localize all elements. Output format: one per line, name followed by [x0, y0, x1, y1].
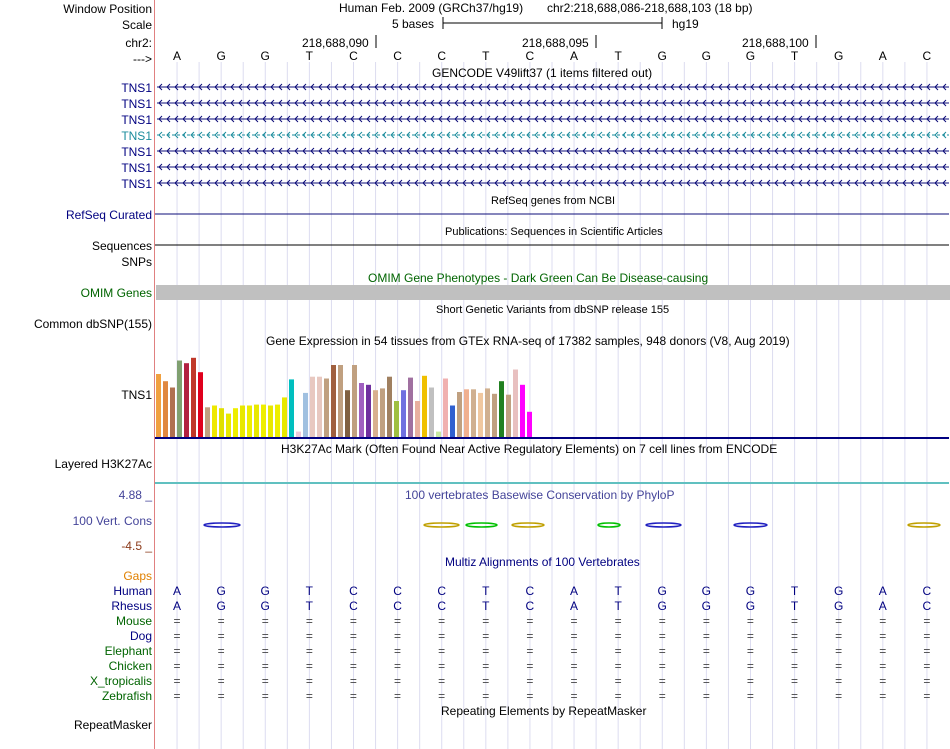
gene-label-tns1[interactable]: TNS1 [121, 113, 152, 127]
match-marker: = [702, 644, 710, 658]
gtex-bar [450, 406, 455, 438]
gtex-bar [338, 365, 343, 437]
base-letter: A [172, 584, 181, 598]
strand-chevron [879, 132, 882, 138]
gtex-bar [254, 405, 259, 437]
base-letter: C [393, 584, 402, 598]
phylop-mark [204, 523, 240, 527]
match-marker: = [791, 644, 799, 658]
match-marker: = [261, 644, 269, 658]
match-marker: = [482, 659, 490, 673]
match-marker: = [173, 629, 181, 643]
gtex-bar [191, 358, 196, 437]
match-marker: = [482, 689, 490, 703]
species-label-xtropicalis: X_tropicalis [89, 674, 152, 688]
base-letter: C [393, 49, 402, 63]
gtex-bar [359, 383, 364, 437]
base-letter: A [172, 599, 181, 613]
match-marker: = [173, 614, 181, 628]
match-marker: = [173, 644, 181, 658]
match-marker: = [791, 614, 799, 628]
phylop-mark [466, 523, 497, 527]
match-marker: = [614, 614, 622, 628]
match-marker: = [879, 659, 887, 673]
match-marker: = [879, 644, 887, 658]
gtex-bar [282, 397, 287, 437]
match-marker: = [173, 659, 181, 673]
gtex-bar [310, 377, 315, 437]
match-marker: = [791, 659, 799, 673]
ruler-tick: 218,688,100 [742, 36, 809, 50]
match-marker: = [394, 674, 402, 688]
match-marker: = [526, 644, 534, 658]
match-marker: = [217, 674, 225, 688]
sequences-track-label[interactable]: Sequences [91, 239, 152, 253]
base-letter: C [525, 49, 535, 63]
gtex-bar [499, 381, 504, 437]
match-marker: = [835, 629, 843, 643]
strand-chevron [719, 132, 722, 138]
match-marker: = [526, 689, 534, 703]
match-marker: = [879, 674, 887, 688]
base-letter: G [833, 584, 844, 598]
base-letter: T [305, 49, 313, 63]
species-label-elephant: Elephant [104, 644, 152, 658]
gtex-bar [394, 401, 399, 437]
species-label-zebrafish: Zebrafish [101, 689, 152, 703]
match-marker: = [835, 689, 843, 703]
gtex-bar [324, 379, 329, 438]
ruler-tick: 218,688,090 [302, 36, 369, 50]
match-marker: = [438, 644, 446, 658]
strand-chevron [319, 132, 322, 138]
strand-chevron [359, 132, 362, 138]
match-marker: = [394, 614, 402, 628]
match-marker: = [261, 614, 269, 628]
gtex-bar [212, 406, 217, 438]
base-letter: C [393, 599, 402, 613]
base-letter: T [790, 584, 799, 598]
match-marker: = [923, 629, 931, 643]
base-letter: C [525, 584, 535, 598]
gtex-bar [345, 390, 350, 437]
match-marker: = [394, 629, 402, 643]
gtex-bar [401, 390, 406, 437]
gtex-bar [366, 385, 371, 437]
match-marker: = [923, 614, 931, 628]
position-title: chr2:218,688,086-218,688,103 (18 bp) [547, 1, 753, 15]
base-letter: G [833, 599, 844, 613]
gtex-bar [317, 377, 322, 437]
ruler-tick: 218,688,095 [522, 36, 589, 50]
snps-track-label[interactable]: SNPs [121, 255, 152, 269]
strand-chevron [599, 132, 602, 138]
base-letter: A [878, 584, 887, 598]
base-letter: T [614, 49, 622, 63]
gtex-bar [303, 393, 308, 437]
match-marker: = [791, 689, 799, 703]
match-marker: = [702, 614, 710, 628]
base-letter: T [790, 49, 799, 63]
match-marker: = [791, 674, 799, 688]
gtex-bar [226, 414, 231, 437]
match-marker: = [217, 659, 225, 673]
match-marker: = [526, 674, 534, 688]
match-marker: = [349, 674, 357, 688]
cons-max-label: 4.88 _ [118, 488, 152, 502]
base-letter: T [790, 599, 799, 613]
match-marker: = [482, 644, 490, 658]
base-letter: G [745, 49, 756, 63]
base-letter: C [922, 49, 932, 63]
match-marker: = [746, 629, 754, 643]
match-marker: = [570, 629, 578, 643]
base-letter: T [482, 584, 490, 598]
repeatmasker-track-label[interactable]: RepeatMasker [73, 718, 152, 732]
match-marker: = [261, 674, 269, 688]
match-marker: = [570, 674, 578, 688]
match-marker: = [614, 659, 622, 673]
base-letter: C [922, 599, 932, 613]
gtex-bar [352, 365, 357, 437]
match-marker: = [349, 659, 357, 673]
species-label-rhesus: Rhesus [111, 599, 152, 613]
gtex-bar [387, 377, 392, 437]
phylop-track-title[interactable]: 100 vertebrates Basewise Conservation by PhyloP [405, 488, 675, 502]
base-letter: T [482, 49, 490, 63]
match-marker: = [835, 674, 843, 688]
base-letter: G [216, 49, 226, 63]
gene-label-tns1[interactable]: TNS1 [121, 97, 152, 111]
base-letter: G [701, 49, 711, 63]
match-marker: = [438, 659, 446, 673]
base-letter: A [569, 584, 578, 598]
match-marker: = [349, 689, 357, 703]
gtex-bar [233, 408, 238, 437]
match-marker: = [173, 689, 181, 703]
gtex-bar [261, 405, 266, 437]
match-marker: = [394, 644, 402, 658]
base-letter: C [349, 599, 358, 613]
match-marker: = [658, 659, 666, 673]
match-marker: = [217, 689, 225, 703]
match-marker: = [349, 614, 357, 628]
match-marker: = [746, 674, 754, 688]
match-marker: = [614, 629, 622, 643]
gtex-bar [373, 390, 378, 437]
base-letter: T [305, 599, 313, 613]
base-letter: T [305, 584, 313, 598]
scale-text: 5 bases [392, 17, 435, 31]
rmsk-track-title[interactable]: Repeating Elements by RepeatMasker [441, 704, 647, 718]
gtex-bar [443, 379, 448, 438]
strand-chevron [759, 132, 762, 138]
gtex-bar [205, 407, 210, 437]
gene-label-tns1[interactable]: TNS1 [121, 129, 152, 143]
match-marker: = [835, 659, 843, 673]
gtex-bar [219, 408, 224, 437]
gtex-bar [177, 361, 182, 438]
match-marker: = [217, 644, 225, 658]
gtex-bar [457, 392, 462, 437]
gtex-bar [492, 394, 497, 437]
species-label-chicken: Chicken [108, 659, 152, 673]
base-letter: T [614, 584, 622, 598]
match-marker: = [173, 674, 181, 688]
omim-track-title[interactable]: OMIM Gene Phenotypes - Dark Green Can Be Disease-causing [368, 271, 709, 285]
strand-chevron [839, 132, 842, 138]
base-letter: A [172, 49, 181, 63]
match-marker: = [702, 659, 710, 673]
base-letter: A [878, 49, 887, 63]
match-marker: = [614, 674, 622, 688]
base-letter: G [701, 599, 711, 613]
base-letter: G [260, 584, 270, 598]
assembly-title: Human Feb. 2009 (GRCh37/hg19) [339, 1, 524, 15]
gtex-bar [184, 363, 189, 437]
match-marker: = [658, 644, 666, 658]
base-letter: C [437, 584, 446, 598]
match-marker: = [438, 614, 446, 628]
dbsnp-track-label[interactable]: Common dbSNP(155) [33, 317, 152, 331]
base-letter: G [216, 584, 226, 598]
gene-label-tns1[interactable]: TNS1 [121, 161, 152, 175]
match-marker: = [526, 614, 534, 628]
strand-chevron [159, 132, 162, 138]
strand-arrow-label: ---> [133, 52, 152, 66]
window-position-label: Window Position [63, 2, 152, 16]
base-letter: G [260, 599, 270, 613]
h3k27ac-track-label[interactable]: Layered H3K27Ac [54, 457, 152, 471]
match-marker: = [305, 674, 313, 688]
refseq-track-title[interactable]: RefSeq genes from NCBI [491, 195, 616, 207]
match-marker: = [835, 614, 843, 628]
match-marker: = [217, 614, 225, 628]
base-letter: C [349, 584, 358, 598]
strand-chevron [479, 132, 482, 138]
match-marker: = [438, 629, 446, 643]
base-letter: A [569, 49, 578, 63]
refseq-track-label[interactable]: RefSeq Curated [65, 208, 152, 222]
gtex-bar [380, 388, 385, 437]
base-letter: G [701, 584, 711, 598]
species-label-mouse: Mouse [115, 614, 152, 628]
phylop-mark [598, 523, 620, 527]
omim-track-label[interactable]: OMIM Genes [80, 286, 152, 300]
db-name: hg19 [672, 17, 699, 31]
match-marker: = [261, 629, 269, 643]
match-marker: = [349, 629, 357, 643]
match-marker: = [746, 614, 754, 628]
gtex-bar [163, 381, 168, 437]
strand-chevron [679, 132, 682, 138]
match-marker: = [746, 644, 754, 658]
match-marker: = [305, 629, 313, 643]
gtex-bar [156, 374, 161, 437]
base-letter: A [569, 599, 578, 613]
base-letter: C [922, 584, 932, 598]
phylop-mark [908, 523, 940, 527]
match-marker: = [923, 674, 931, 688]
match-marker: = [658, 629, 666, 643]
match-marker: = [658, 689, 666, 703]
base-letter: C [349, 49, 358, 63]
match-marker: = [570, 614, 578, 628]
species-label-dog: Dog [129, 629, 152, 643]
strand-chevron [519, 132, 522, 138]
match-marker: = [746, 689, 754, 703]
match-marker: = [482, 629, 490, 643]
gtex-bar [485, 388, 490, 437]
base-letter: G [216, 599, 226, 613]
match-marker: = [746, 659, 754, 673]
base-letter: G [745, 599, 756, 613]
gtex-bar [513, 370, 518, 438]
match-marker: = [217, 629, 225, 643]
match-marker: = [570, 644, 578, 658]
match-marker: = [394, 659, 402, 673]
strand-chevron [239, 132, 242, 138]
base-letter: G [657, 49, 667, 63]
h3k27ac-track-title[interactable]: H3K27Ac Mark (Often Found Near Active Regulatory Elements) on 7 cell lines from ENCODE [281, 442, 778, 456]
gtex-bar [268, 406, 273, 438]
strand-chevron [399, 132, 402, 138]
gencode-track-title[interactable]: GENCODE V49lift37 (1 items filtered out) [432, 66, 653, 80]
match-marker: = [658, 674, 666, 688]
base-letter: T [614, 599, 622, 613]
match-marker: = [438, 689, 446, 703]
base-letter: C [437, 599, 446, 613]
strand-chevron [799, 132, 802, 138]
match-marker: = [570, 689, 578, 703]
match-marker: = [879, 629, 887, 643]
omim-bar [156, 285, 950, 300]
strand-chevron [279, 132, 282, 138]
gtex-bar [289, 379, 294, 437]
match-marker: = [526, 659, 534, 673]
match-marker: = [261, 689, 269, 703]
match-marker: = [879, 614, 887, 628]
match-marker: = [482, 674, 490, 688]
strand-chevron [559, 132, 562, 138]
match-marker: = [614, 689, 622, 703]
match-marker: = [658, 614, 666, 628]
base-letter: A [878, 599, 887, 613]
gtex-bar [527, 412, 532, 437]
base-letter: G [833, 49, 844, 63]
match-marker: = [614, 644, 622, 658]
gtex-bar [422, 376, 427, 437]
gene-label-tns1[interactable]: TNS1 [121, 145, 152, 159]
match-marker: = [482, 614, 490, 628]
cons-track-label[interactable]: 100 Vert. Cons [72, 514, 152, 528]
match-marker: = [923, 644, 931, 658]
gtex-bar [478, 393, 483, 437]
match-marker: = [702, 689, 710, 703]
publications-track-title[interactable]: Publications: Sequences in Scientific Articles [445, 226, 663, 238]
base-letter: C [525, 599, 535, 613]
base-letter: G [657, 584, 667, 598]
match-marker: = [305, 689, 313, 703]
gtex-bar [464, 389, 469, 437]
base-letter: G [260, 49, 270, 63]
gtex-bar [520, 385, 525, 437]
base-letter: T [482, 599, 490, 613]
multiz-track-title[interactable]: Multiz Alignments of 100 Vertebrates [445, 555, 640, 569]
match-marker: = [526, 629, 534, 643]
phylop-mark [646, 523, 681, 527]
gtex-bar [429, 388, 434, 438]
match-marker: = [349, 644, 357, 658]
gene-label-tns1[interactable]: TNS1 [121, 81, 152, 95]
match-marker: = [923, 689, 931, 703]
phylop-mark [512, 523, 544, 527]
species-label-human: Human [113, 584, 152, 598]
match-marker: = [879, 689, 887, 703]
gtex-bar [198, 372, 203, 437]
gtex-bar [247, 406, 252, 438]
match-marker: = [702, 629, 710, 643]
cons-min-label: -4.5 _ [121, 539, 152, 553]
match-marker: = [791, 629, 799, 643]
base-letter: G [745, 584, 756, 598]
match-marker: = [438, 674, 446, 688]
gene-label-tns1[interactable]: TNS1 [121, 177, 152, 191]
gtex-bar [471, 389, 476, 437]
strand-chevron [919, 132, 922, 138]
gtex-gene-label[interactable]: TNS1 [121, 388, 152, 402]
gtex-bar [415, 401, 420, 437]
base-letter: G [657, 599, 667, 613]
chr-label: chr2: [125, 36, 152, 50]
match-marker: = [923, 659, 931, 673]
match-marker: = [702, 674, 710, 688]
match-marker: = [261, 659, 269, 673]
match-marker: = [305, 614, 313, 628]
gtex-bar [275, 405, 280, 437]
gtex-bar [296, 432, 301, 437]
match-marker: = [305, 644, 313, 658]
gaps-label: Gaps [123, 569, 152, 583]
gtex-bar [506, 395, 511, 437]
gtex-bar [436, 432, 441, 437]
match-marker: = [305, 659, 313, 673]
gtex-bar [240, 406, 245, 438]
gtex-bar [170, 388, 175, 438]
dbsnp-track-title[interactable]: Short Genetic Variants from dbSNP release 155 [436, 304, 670, 316]
gtex-bar [408, 378, 413, 437]
match-marker: = [570, 659, 578, 673]
match-marker: = [394, 689, 402, 703]
gtex-bar [331, 365, 336, 437]
base-letter: C [437, 49, 446, 63]
match-marker: = [835, 644, 843, 658]
scale-label: Scale [121, 18, 152, 32]
gtex-track-title[interactable]: Gene Expression in 54 tissues from GTEx RNA-seq of 17382 samples, 948 donors (V8, Aug 2019) [266, 334, 790, 348]
